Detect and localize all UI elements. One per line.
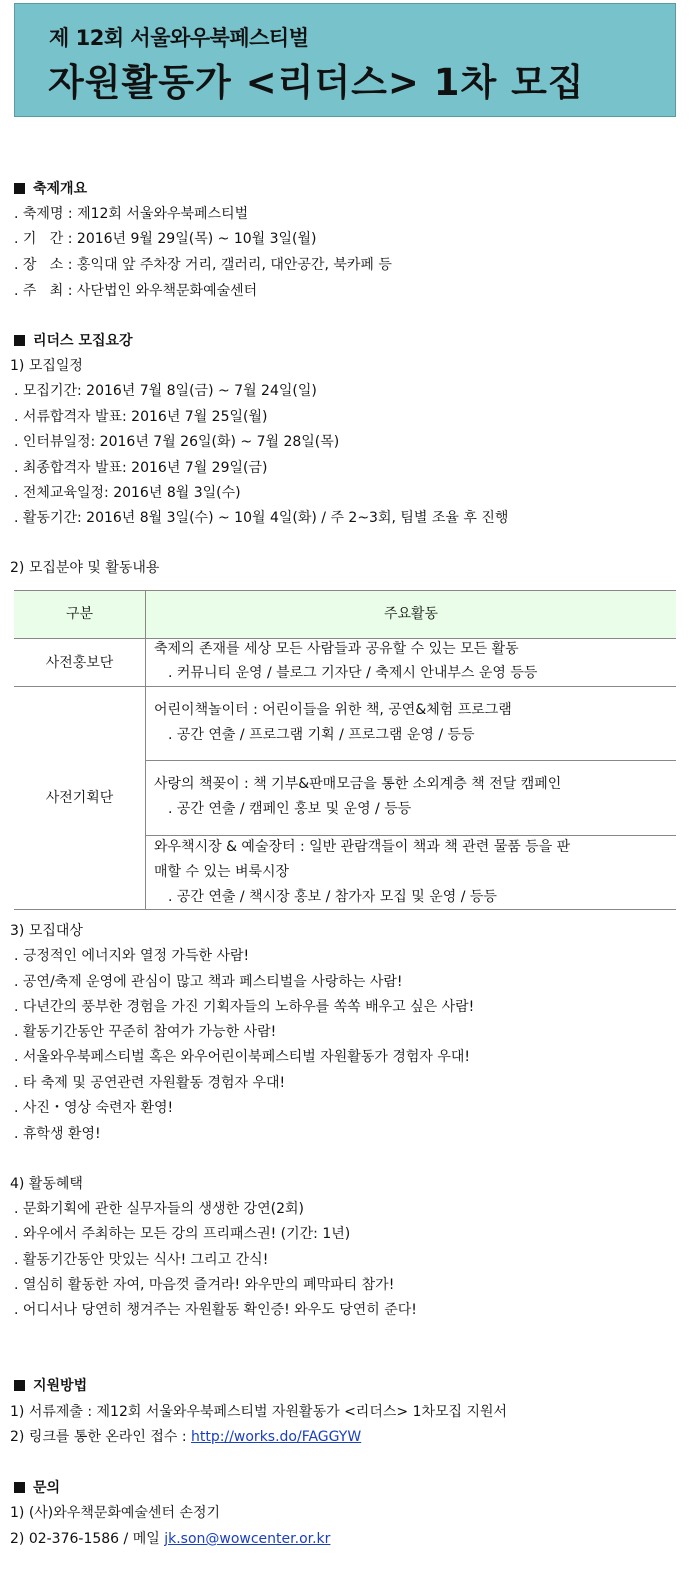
overview-line: . 기 간 : 2016년 9월 29일(목) ~ 10월 3일(월) [14, 231, 317, 247]
overview-line: . 주 최 : 사단법인 와우책문화예술센터 [14, 283, 258, 299]
email-link[interactable]: jk.son@wowcenter.or.kr [164, 1531, 331, 1547]
apply-heading: 지원방법 [14, 1377, 87, 1395]
schedule-title: 1) 모집일정 [10, 358, 83, 374]
table-cell: . 공간 연출 / 책시장 홍보 / 참가자 모집 및 운영 / 등등 [168, 889, 497, 905]
table-cell: . 공간 연출 / 프로그램 기획 / 프로그램 운영 / 등등 [168, 727, 475, 743]
target-line: . 긍정적인 에너지와 열정 가득한 사람! [14, 948, 250, 964]
apply-link[interactable]: http://works.do/FAGGYW [191, 1429, 362, 1445]
target-title: 3) 모집대상 [10, 923, 83, 939]
contact-line: 1) (사)와우책문화예술센터 손정기 [10, 1505, 221, 1521]
table-cell: 매할 수 있는 벼룩시장 [154, 864, 290, 880]
banner-subtitle: 제 12회 서울와우북페스티벌 [49, 26, 309, 50]
target-line: . 사진・영상 숙련자 환영! [14, 1100, 174, 1116]
benefit-line: . 문화기획에 관한 실무자들의 생생한 강연(2회) [14, 1201, 304, 1217]
apply-line: 2) 링크를 통한 온라인 접수 : http://works.do/FAGGYW [10, 1429, 362, 1445]
recruit-heading: 리더스 모집요강 [14, 332, 133, 350]
overview-line: . 장 소 : 홍익대 앞 주차장 거리, 갤러리, 대안공간, 북카페 등 [14, 257, 392, 273]
recruit-fields-table [14, 590, 676, 910]
schedule-line: . 서류합격자 발표: 2016년 7월 25일(월) [14, 409, 268, 425]
table-header-category: 구분 [65, 606, 94, 622]
schedule-line: . 최종합격자 발표: 2016년 7월 29일(금) [14, 460, 268, 476]
schedule-line: . 활동기간: 2016년 8월 3일(수) ~ 10월 4일(화) / 주 2~3회, 팀별 조율 후 진행 [14, 510, 509, 526]
table-row-name: 사전홍보단 [45, 655, 114, 671]
table-cell: 와우책시장 & 예술장터 : 일반 관람객들이 책과 책 관련 물품 등을 판 [154, 839, 571, 855]
contact-line: 2) 02-376-1586 / 메일 jk.son@wowcenter.or.kr [10, 1531, 331, 1547]
table-cell: . 공간 연출 / 캠페인 홍보 및 운영 / 등등 [168, 801, 412, 817]
contact-heading: 문의 [14, 1479, 60, 1497]
banner-title: 자원활동가 <리더스> 1차 모집 [48, 61, 585, 104]
table-cell: . 커뮤니티 운영 / 블로그 기자단 / 축제시 안내부스 운영 등등 [168, 665, 538, 681]
benefit-line: . 어디서나 당연히 챙겨주는 자원활동 확인증! 와우도 당연히 준다! [14, 1302, 417, 1318]
overview-heading: 축제개요 [14, 180, 87, 198]
table-cell: 어린이책놀이터 : 어린이들을 위한 책, 공연&체험 프로그램 [154, 702, 512, 718]
table-cell: 사랑의 책꽂이 : 책 기부&판매모금을 통한 소외계층 책 전달 캠페인 [154, 776, 562, 792]
title-banner [14, 3, 676, 117]
table-row-name: 사전기획단 [45, 790, 114, 806]
schedule-line: . 모집기간: 2016년 7월 8일(금) ~ 7월 24일(일) [14, 383, 317, 399]
square-bullet-icon [14, 1380, 25, 1391]
target-line: . 활동기간동안 꾸준히 참여가 가능한 사람! [14, 1024, 277, 1040]
benefit-line: . 와우에서 주최하는 모든 강의 프리패스권! (기간: 1년) [14, 1226, 351, 1242]
target-line: . 공연/축제 운영에 관심이 많고 책과 페스티벌을 사랑하는 사람! [14, 974, 403, 990]
target-line: . 휴학생 환영! [14, 1126, 101, 1142]
apply-line: 1) 서류제출 : 제12회 서울와우북페스티벌 자원활동가 <리더스> 1차모집 지원서 [10, 1404, 508, 1420]
square-bullet-icon [14, 1482, 25, 1493]
benefit-line: . 열심히 활동한 자여, 마음껏 즐겨라! 와우만의 폐막파티 참가! [14, 1277, 395, 1293]
table-header-activity: 주요활동 [383, 606, 439, 622]
target-line: . 다년간의 풍부한 경험을 가진 기획자들의 노하우를 쏙쏙 배우고 싶은 사람! [14, 999, 475, 1015]
schedule-line: . 인터뷰일정: 2016년 7월 26일(화) ~ 7월 28일(목) [14, 434, 340, 450]
schedule-line: . 전체교육일정: 2016년 8월 3일(수) [14, 485, 241, 501]
fields-title: 2) 모집분야 및 활동내용 [10, 560, 160, 576]
target-line: . 서울와우북페스티벌 혹은 와우어린이북페스티벌 자원활동가 경험자 우대! [14, 1049, 471, 1065]
table-cell: 축제의 존재를 세상 모든 사람들과 공유할 수 있는 모든 활동 [154, 641, 519, 657]
square-bullet-icon [14, 183, 25, 194]
benefit-title: 4) 활동혜택 [10, 1176, 83, 1192]
square-bullet-icon [14, 335, 25, 346]
target-line: . 타 축제 및 공연관련 자원활동 경험자 우대! [14, 1075, 286, 1091]
overview-line: . 축제명 : 제12회 서울와우북페스티벌 [14, 206, 249, 222]
benefit-line: . 활동기간동안 맛있는 식사! 그리고 간식! [14, 1252, 269, 1268]
